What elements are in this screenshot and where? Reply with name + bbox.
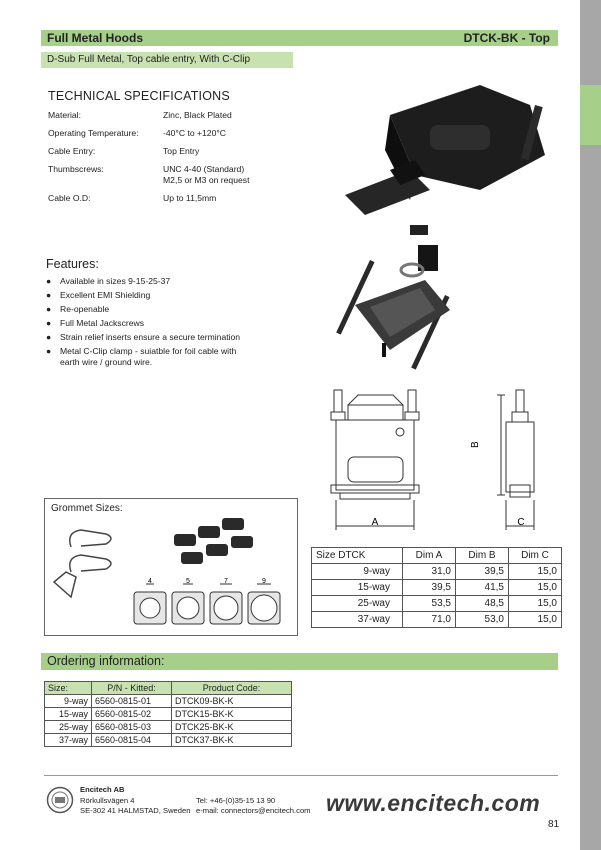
- spec-label: Cable O.D:: [48, 193, 91, 203]
- company-email: e-mail: connectors@encitech.com: [196, 806, 311, 815]
- table-cell: 15,0: [509, 580, 562, 596]
- product-family-title: Full Metal Hoods: [47, 31, 143, 45]
- grommet-size-label: 9: [262, 578, 266, 585]
- product-photo: [330, 75, 560, 375]
- company-city: SE-302 41 HALMSTAD, Sweden: [80, 806, 191, 815]
- title-bar: [41, 30, 558, 46]
- grommet-clip-drawing: [54, 530, 111, 597]
- table-cell: DTCK37-BK-K: [172, 734, 292, 747]
- column-header: P/N - Kitted:: [92, 682, 172, 695]
- table-cell: 6560-0815-01: [92, 695, 172, 708]
- spec-label: Material:: [48, 110, 81, 120]
- feature-item: ● Strain relief inserts ensure a secure termination: [46, 332, 241, 342]
- table-row: [312, 564, 562, 580]
- side-view: [497, 390, 534, 530]
- ordering-header-row: [45, 682, 292, 695]
- table-cell: 6560-0815-02: [92, 708, 172, 721]
- company-name: Encitech AB: [80, 785, 125, 794]
- features-heading: Features:: [46, 257, 99, 271]
- company-seal-logo: [46, 786, 74, 814]
- dim-b-label: B: [470, 441, 481, 448]
- table-cell: 39,5: [456, 564, 509, 580]
- feature-item: ● Re-openable: [46, 304, 110, 314]
- ordering-bar: [41, 653, 558, 670]
- table-cell: 6560-0815-03: [92, 721, 172, 734]
- table-cell: 37-way: [45, 734, 92, 747]
- table-row: [312, 596, 562, 612]
- front-view: [331, 390, 419, 530]
- column-header: Size DTCK: [312, 548, 403, 564]
- website-link[interactable]: www.encitech.com: [326, 790, 541, 816]
- dim-c-label: C: [517, 517, 525, 528]
- product-code-title: DTCK-BK - Top: [463, 31, 550, 45]
- column-header: Dim A: [403, 548, 456, 564]
- dimensions-header-row: [312, 548, 562, 564]
- subtitle: D-Sub Full Metal, Top cable entry, With C-Clip: [47, 54, 251, 65]
- table-cell: 15,0: [509, 564, 562, 580]
- feature-item: ● Available in sizes 9-15-25-37: [46, 276, 171, 286]
- table-cell: 39,5: [403, 580, 456, 596]
- table-row: [45, 695, 292, 708]
- grommet-title: Grommet Sizes:: [51, 503, 123, 514]
- table-cell: 25-way: [45, 721, 92, 734]
- subtitle-bar: [41, 52, 293, 68]
- table-cell: 15,0: [509, 596, 562, 612]
- table-cell: DTCK25-BK-K: [172, 721, 292, 734]
- column-header: Product Code:: [172, 682, 292, 695]
- spec-value: -40°C to +120°C: [163, 128, 227, 138]
- table-cell: 53,5: [403, 596, 456, 612]
- spec-value: Zinc, Black Plated: [163, 110, 232, 120]
- specs-heading: TECHNICAL SPECIFICATIONS: [48, 89, 230, 103]
- table-cell: 9-way: [45, 695, 92, 708]
- company-phone: Tel: +46-(0)35-15 13 90: [196, 796, 276, 805]
- spec-value-secondary: M2,5 or M3 on request: [163, 175, 250, 185]
- exploded-parts-image: [336, 225, 450, 370]
- spec-label: Cable Entry:: [48, 146, 96, 156]
- feature-item: ● Excellent EMI Shielding: [46, 290, 151, 300]
- feature-continuation: earth wire / ground wire.: [60, 357, 153, 367]
- grommet-size-label: 5: [186, 578, 190, 585]
- table-row: [45, 721, 292, 734]
- table-cell: 31,0: [403, 564, 456, 580]
- spec-label: Operating Temperature:: [48, 128, 139, 138]
- grommet-inserts-photo: [174, 518, 253, 564]
- grommet-size-label: 4: [148, 578, 152, 585]
- table-cell: DTCK15-BK-K: [172, 708, 292, 721]
- table-cell: 15-way: [45, 708, 92, 721]
- feature-item: ● Metal C-Clip clamp - suiatble for foil cable with: [46, 346, 237, 356]
- table-cell: 37-way: [312, 612, 403, 628]
- footer-divider: [44, 775, 558, 776]
- table-cell: 9-way: [312, 564, 403, 580]
- table-cell: 15-way: [312, 580, 403, 596]
- table-cell: DTCK09-BK-K: [172, 695, 292, 708]
- spec-value: Top Entry: [163, 146, 200, 156]
- table-cell: 25-way: [312, 596, 403, 612]
- dim-a-label: A: [371, 517, 379, 528]
- table-row: [312, 580, 562, 596]
- table-cell: 15,0: [509, 612, 562, 628]
- table-cell: 71,0: [403, 612, 456, 628]
- column-header: Dim C: [509, 548, 562, 564]
- spec-value: Up to 11,5mm: [163, 193, 217, 203]
- spec-value: UNC 4-40 (Standard): [163, 164, 245, 174]
- table-row: [45, 708, 292, 721]
- hood-shell-image: [345, 160, 430, 215]
- table-cell: 41,5: [456, 580, 509, 596]
- side-bar-accent: [580, 85, 601, 145]
- table-cell: 53,0: [456, 612, 509, 628]
- spec-label: Thumbscrews:: [48, 164, 104, 174]
- ordering-heading: Ordering information:: [47, 654, 165, 668]
- grommet-size-label: 7: [224, 578, 228, 585]
- table-row: [312, 612, 562, 628]
- dimensions-table: [311, 547, 562, 628]
- table-cell: 48,5: [456, 596, 509, 612]
- column-header: Size:: [45, 682, 92, 695]
- grommet-size-drawings: [134, 584, 280, 624]
- company-street: Rörkullsvägen 4: [80, 796, 135, 805]
- table-row: [45, 734, 292, 747]
- column-header: Dim B: [456, 548, 509, 564]
- feature-item: ● Full Metal Jackscrews: [46, 318, 145, 328]
- table-cell: 6560-0815-04: [92, 734, 172, 747]
- ordering-table: [44, 681, 292, 747]
- grommet-illustration: [46, 512, 294, 632]
- dimension-drawing: [318, 385, 543, 530]
- page-number: 81: [548, 819, 560, 830]
